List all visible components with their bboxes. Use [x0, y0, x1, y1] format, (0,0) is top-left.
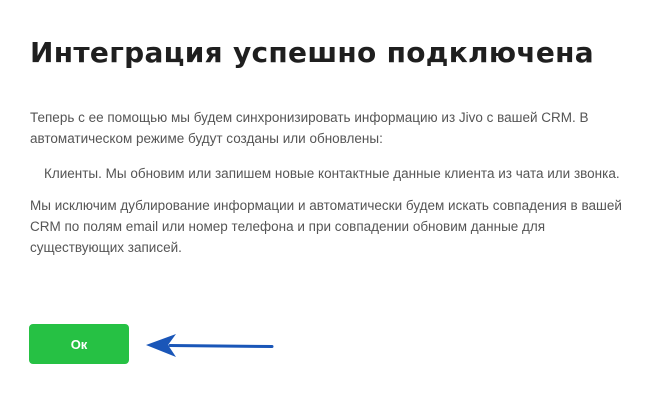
list-item-clients: Клиенты. Мы обновим или запишем новые контактные данные клиента из чата или звонка.: [44, 166, 620, 181]
note-text: Мы исключим дублирование информации и автоматически будем искать совпадения в вашей CRM по полям email или номер телефона и при совпадении обновим данные для существующих записей.: [30, 198, 622, 255]
dialog-title: Интеграция успешно подключена: [30, 36, 594, 69]
arrow-left-icon: [140, 328, 280, 362]
intro-text: Теперь с ее помощью мы будем синхронизировать информацию из Jivo с вашей CRM. В автоматическом режиме будут созданы или обновлены:: [30, 110, 589, 146]
ok-button[interactable]: Ок: [29, 324, 129, 364]
